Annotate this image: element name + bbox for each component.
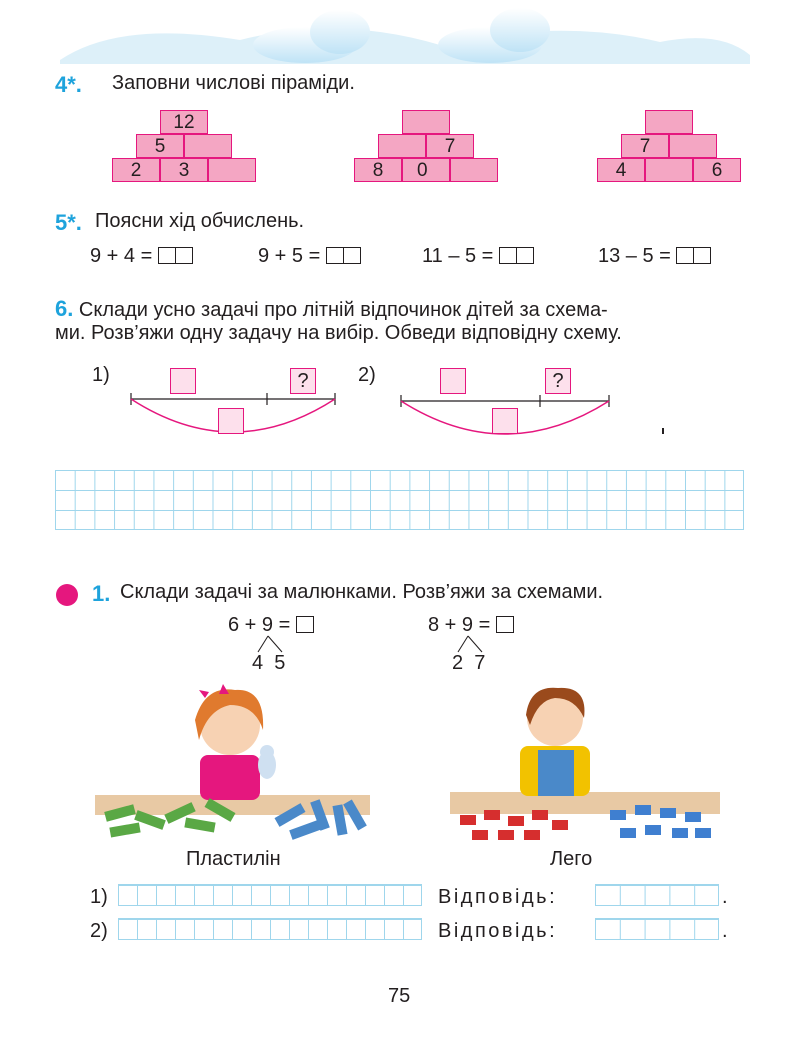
- row-1-label: 1): [90, 886, 108, 908]
- header-clouds: [40, 0, 760, 70]
- answer-label-2: Відповідь:: [438, 920, 558, 942]
- pyramid-2: [354, 110, 500, 186]
- pyramid-cell[interactable]: 7: [621, 134, 669, 158]
- section-marker-icon: [56, 584, 78, 606]
- answer-box-2[interactable]: [595, 918, 719, 940]
- equation-text: 13 – 5 =: [598, 245, 671, 267]
- answer-grid-1[interactable]: [118, 884, 422, 906]
- split-numbers-1: 4 5: [252, 652, 286, 674]
- boy-lego-illustration: [450, 680, 725, 850]
- answer-box[interactable]: [693, 247, 711, 264]
- ex1-number: 1.: [92, 581, 111, 606]
- ex5-number: 5*.: [55, 210, 82, 235]
- equation: [598, 245, 711, 268]
- ex5-text: Поясни хід обчислень.: [95, 210, 305, 232]
- pyramid-3: [597, 110, 743, 186]
- pyramid-cell[interactable]: [184, 134, 232, 158]
- pyramid-cell[interactable]: [645, 110, 693, 134]
- answer-box[interactable]: [499, 247, 517, 264]
- answer-box[interactable]: [158, 247, 176, 264]
- ex4-number: 4*.: [55, 72, 82, 97]
- pyramid-cell[interactable]: 7: [426, 134, 474, 158]
- equation: [422, 245, 534, 268]
- answer-box[interactable]: [175, 247, 193, 264]
- caption-lego: Лего: [550, 848, 593, 870]
- pyramid-cell[interactable]: [378, 134, 426, 158]
- equation-text: 9 + 4 =: [90, 245, 153, 267]
- equation: [258, 245, 361, 268]
- pyramid-cell[interactable]: 5: [136, 134, 184, 158]
- ex1-text: Склади задачі за малюнками. Розв’яжи за схемами.: [120, 581, 604, 603]
- equation: [90, 245, 193, 268]
- page-number: 75: [388, 985, 411, 1007]
- equation-text: 11 – 5 =: [422, 245, 494, 267]
- answer-box[interactable]: [516, 247, 534, 264]
- pyramid-cell[interactable]: 2: [112, 158, 160, 182]
- ex4-text: Заповни числові піраміди.: [112, 72, 355, 94]
- scheme-2-label: 2): [358, 364, 376, 386]
- answer-box[interactable]: [496, 616, 514, 633]
- answer-box[interactable]: [326, 247, 344, 264]
- scheme-box[interactable]: [218, 408, 244, 434]
- scheme-1-label: 1): [92, 364, 110, 386]
- pyramid-cell[interactable]: [208, 158, 256, 182]
- answer-grid-2[interactable]: [118, 918, 422, 940]
- ex6-line1: [55, 296, 608, 322]
- scheme-question-box[interactable]: ?: [545, 368, 571, 394]
- pyramid-cell[interactable]: [402, 110, 450, 134]
- period-2: .: [722, 920, 728, 942]
- pyramid-cell[interactable]: 6: [693, 158, 741, 182]
- answer-box[interactable]: [343, 247, 361, 264]
- pyramid-1: [112, 110, 258, 186]
- ex6-number: 6.: [55, 296, 74, 321]
- scheme-box[interactable]: [440, 368, 466, 394]
- equation-1-text: 6 + 9 =: [228, 614, 291, 636]
- answer-label-1: Відповідь:: [438, 886, 558, 908]
- pyramid-cell[interactable]: 3: [160, 158, 208, 182]
- answer-box[interactable]: [296, 616, 314, 633]
- stray-mark: [662, 428, 664, 434]
- pyramid-cell[interactable]: 4: [597, 158, 645, 182]
- equation-2-text: 8 + 9 =: [428, 614, 491, 636]
- scheme-box[interactable]: [170, 368, 196, 394]
- girl-plasticine-illustration: [95, 680, 375, 850]
- period-1: .: [722, 886, 728, 908]
- scheme-box[interactable]: [492, 408, 518, 434]
- pyramid-cell[interactable]: 8: [354, 158, 402, 182]
- ex6-text-1: Склади усно задачі про літній відпочинок дітей за схема-: [78, 299, 608, 321]
- answer-box[interactable]: [676, 247, 694, 264]
- pyramid-cell[interactable]: [669, 134, 717, 158]
- caption-plasticine: Пластилін: [186, 848, 281, 870]
- ex6-text-2: ми. Розв’яжи одну задачу на вибір. Обведи відповідну схему.: [55, 322, 622, 344]
- pyramid-cell[interactable]: [645, 158, 693, 182]
- answer-box-1[interactable]: [595, 884, 719, 906]
- scheme-question-box[interactable]: ?: [290, 368, 316, 394]
- split-numbers-2: 2 7: [452, 652, 486, 674]
- writing-grid[interactable]: [55, 470, 744, 530]
- row-2-label: 2): [90, 920, 108, 942]
- pyramid-cell[interactable]: 0: [402, 158, 450, 182]
- equation-text: 9 + 5 =: [258, 245, 321, 267]
- pyramid-cell[interactable]: [450, 158, 498, 182]
- pyramid-cell[interactable]: 12: [160, 110, 208, 134]
